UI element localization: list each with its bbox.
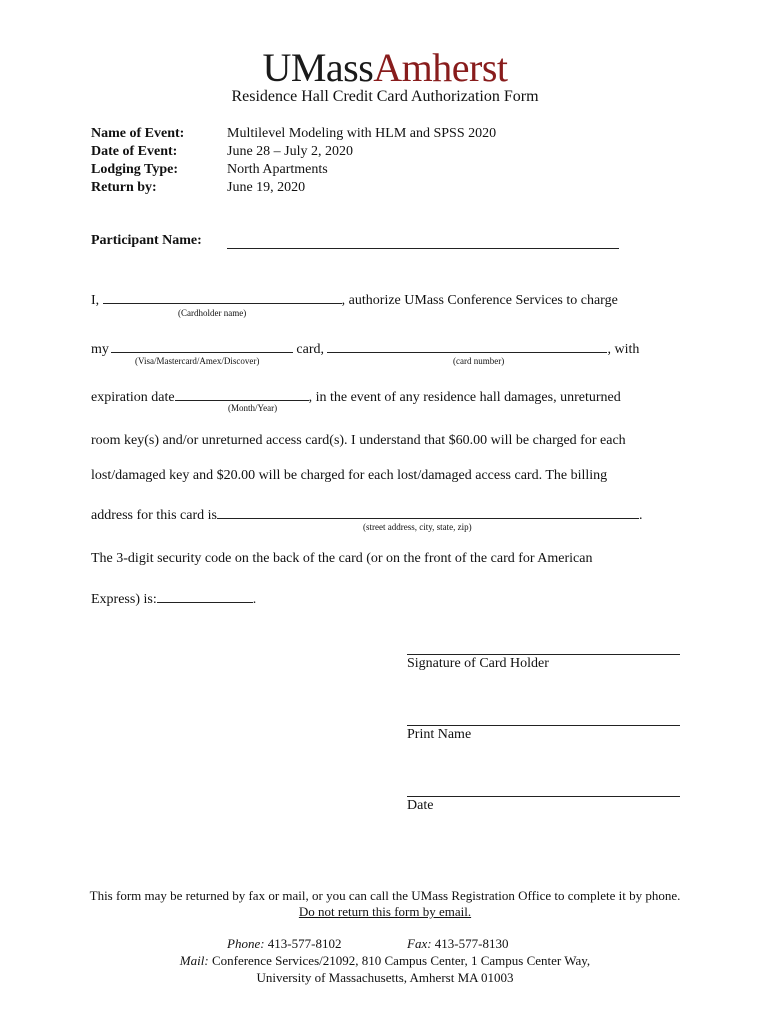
event-date-label: Date of Event: — [91, 144, 178, 159]
security-prefix: Express) is: — [91, 592, 157, 607]
mail-address-1: Conference Services/21092, 810 Campus Center, 1 Campus Center Way, — [211, 953, 591, 968]
no-email-notice: Do not return this form by email. — [298, 904, 472, 919]
card-number-hint: (card number) — [453, 356, 505, 366]
billing-address-field[interactable] — [217, 504, 639, 519]
date-label: Date — [407, 798, 434, 813]
authorization-line-6 — [91, 504, 642, 524]
security-code-line-1: The 3-digit security code on the back of the card (or on the front of the card for American — [91, 551, 593, 566]
billing-suffix: . — [638, 508, 643, 523]
participant-name-label: Participant Name: — [91, 233, 202, 248]
mail-line-2: University of Massachusetts, Amherst MA 01003 — [256, 970, 514, 985]
authorization-line-4: room key(s) and/or unreturned access card(s). I understand that $60.00 will be charged for each — [91, 433, 626, 448]
logo-umass: UMass — [262, 45, 374, 90]
return-by-label: Return by: — [91, 180, 157, 195]
card-number-field[interactable] — [327, 338, 607, 353]
phone-label: Phone: — [227, 936, 265, 951]
card-type-hint: (Visa/Mastercard/Amex/Discover) — [135, 356, 260, 366]
security-code-field[interactable] — [157, 588, 253, 603]
mail-line-1 — [0, 953, 770, 969]
event-date-value: June 28 – July 2, 2020 — [227, 144, 353, 159]
cardholder-name-hint: (Cardholder name) — [178, 308, 247, 318]
expiration-prefix: expiration date — [91, 390, 175, 405]
fax-info — [407, 936, 508, 952]
with-text: , with — [607, 342, 640, 357]
authorize-text: , authorize UMass Conference Services to charge — [341, 293, 618, 308]
cardholder-name-field[interactable] — [103, 289, 342, 304]
mail-label: Mail: — [179, 953, 209, 968]
participant-name-field[interactable] — [227, 234, 619, 249]
lodging-type-value: North Apartments — [227, 162, 328, 177]
i-prefix: I, — [91, 293, 100, 308]
umass-amherst-logo — [0, 44, 770, 92]
phone-number: 413-577-8102 — [267, 936, 342, 951]
authorization-line-2 — [91, 338, 639, 358]
card-text: card, — [296, 342, 324, 357]
fax-number: 413-577-8130 — [434, 936, 509, 951]
expiration-text: , in the event of any residence hall damages, unreturned — [308, 390, 621, 405]
form-title: Residence Hall Credit Card Authorization Form — [231, 88, 539, 105]
return-by-value: June 19, 2020 — [227, 180, 306, 195]
authorization-line-3 — [91, 386, 621, 406]
date-line[interactable] — [407, 796, 680, 797]
billing-prefix: address for this card is — [91, 508, 217, 523]
security-suffix: . — [252, 592, 257, 607]
lodging-type-label: Lodging Type: — [91, 162, 179, 177]
month-year-hint: (Month/Year) — [228, 403, 278, 413]
signature-label: Signature of Card Holder — [407, 656, 549, 671]
signature-line[interactable] — [407, 654, 680, 655]
authorization-line-1 — [91, 289, 618, 309]
print-name-label: Print Name — [407, 727, 472, 742]
logo-amherst: Amherst — [373, 45, 508, 90]
event-name-label: Name of Event: — [91, 126, 185, 141]
print-name-line[interactable] — [407, 725, 680, 726]
my-prefix: my — [91, 342, 109, 357]
event-name-value: Multilevel Modeling with HLM and SPSS 2020 — [227, 126, 497, 141]
billing-address-hint: (street address, city, state, zip) — [363, 522, 472, 532]
footer-note: This form may be returned by fax or mail, or you can call the UMass Registration Office to complete it by phone. — [89, 888, 681, 903]
fax-label: Fax: — [407, 936, 432, 951]
card-type-field[interactable] — [111, 338, 293, 353]
security-code-line-2 — [91, 588, 256, 608]
expiration-date-field[interactable] — [175, 386, 309, 401]
authorization-line-5: lost/damaged key and $20.00 will be charged for each lost/damaged access card. The billing — [91, 468, 608, 483]
phone-info — [227, 936, 341, 952]
